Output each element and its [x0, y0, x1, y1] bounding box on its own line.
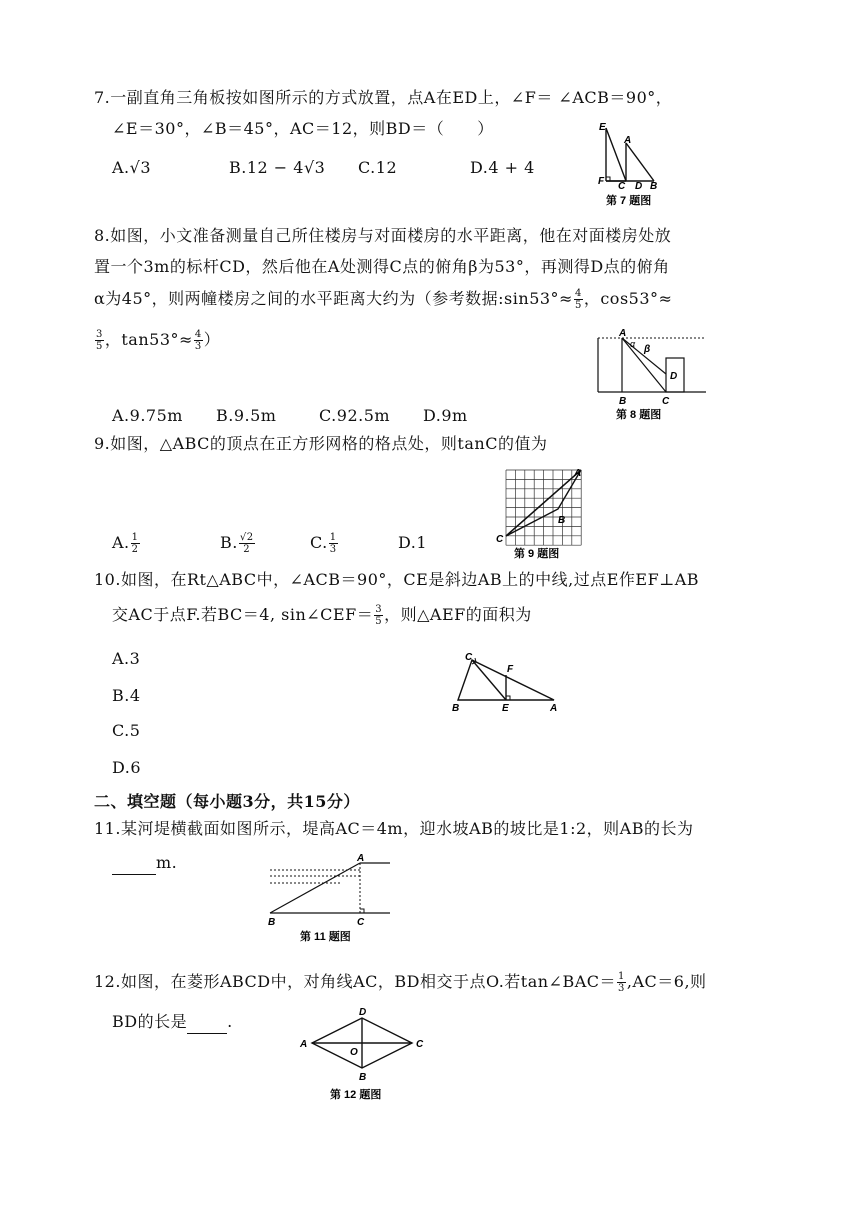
- q10-stem-line2: [112, 603, 532, 627]
- q8-frac-tan-num: 4: [194, 329, 202, 340]
- q7-option-c[interactable]: C.12: [358, 158, 398, 177]
- q8-label-a: A: [619, 328, 627, 339]
- q8-label-beta: β: [644, 344, 651, 355]
- q8-line3-text-a: α为45°，则两幢楼房之间的水平距离大约为（参考数据:sin53°≈: [94, 289, 573, 308]
- q8-stem-line3: [94, 287, 672, 311]
- q10-label-a: A: [550, 703, 558, 714]
- q10-frac: [374, 604, 383, 627]
- q12-label-b: B: [359, 1072, 367, 1083]
- q10-label-c: C: [465, 652, 473, 663]
- q9-option-d[interactable]: D.1: [398, 533, 428, 552]
- q10-figure: [448, 650, 562, 716]
- q8-label-alpha: α: [630, 339, 636, 349]
- q7-option-d[interactable]: D.4 + 4: [470, 158, 535, 177]
- q12-figure: [298, 1004, 432, 1104]
- q9-option-a[interactable]: [112, 531, 141, 555]
- q9-option-a-num: 1: [131, 532, 139, 543]
- q11-stem-line2: [112, 851, 177, 875]
- q7-label-a: A: [624, 135, 632, 146]
- q11-stem-line1: 11.某河堤横截面如图所示，堤高AC＝4m，迎水坡AB的坡比是1:2，则AB的长为: [94, 819, 694, 838]
- section2-title: 二、填空题（每小题3分，共15分）: [94, 792, 360, 811]
- q8-frac-sin-num: 4: [574, 288, 582, 299]
- q12-stem-line1: [94, 970, 707, 994]
- q7-line-ab: [626, 143, 654, 181]
- q9-label-c: C: [496, 534, 504, 545]
- q11-figure: [262, 853, 394, 946]
- q8-label-d: D: [670, 371, 678, 382]
- q9-option-c-num: 1: [329, 532, 337, 543]
- q10-label-e: E: [502, 703, 509, 714]
- q12-label-o: O: [350, 1047, 358, 1058]
- q10-line2-text-b: ，则△AEF的面积为: [384, 605, 532, 624]
- q9-stem-line1: 9.如图，△ABC的顶点在正方形网格的格点处，则tanC的值为: [94, 434, 548, 453]
- q12-stem-line2: [112, 1010, 233, 1034]
- q8-option-c[interactable]: C.92.5m: [319, 406, 391, 425]
- q8-label-c: C: [662, 396, 670, 407]
- q9-option-a-frac: [131, 532, 140, 555]
- q7-figure: [596, 118, 676, 210]
- q11-figure-caption: 第 11 题图: [300, 931, 351, 943]
- q12-line2-prefix: BD的长是: [112, 1012, 188, 1031]
- q8-figure: [594, 328, 710, 424]
- q9-figure: [494, 460, 594, 562]
- q9-option-a-prefix: A.: [112, 533, 130, 552]
- q11-label-b: B: [268, 917, 276, 928]
- q9-option-b[interactable]: [220, 531, 256, 555]
- q8-stem-line1: 8.如图，小文准备测量自己所住楼房与对面楼房的水平距离，他在对面楼房处放: [94, 226, 672, 245]
- q7-label-d: D: [635, 181, 643, 192]
- q8-frac-cos-num: 3: [96, 329, 103, 340]
- q8-frac-cos: [95, 329, 104, 352]
- q10-option-a[interactable]: A.3: [112, 649, 141, 668]
- q10-line2-text-a: 交AC于点F.若BC＝4, sin∠CEF＝: [112, 605, 374, 624]
- q9-option-b-frac: [239, 532, 255, 555]
- q9-option-b-den: 2: [243, 544, 251, 555]
- q9-option-c-prefix: C.: [310, 533, 328, 552]
- q8-line3-text-b: ，cos53°≈: [583, 289, 673, 308]
- q7-option-a[interactable]: [112, 156, 151, 180]
- q9-option-c[interactable]: [310, 531, 339, 555]
- q8-frac-sin: [574, 288, 583, 311]
- q12-frac: [617, 971, 626, 994]
- q7-stem-line1: 7.一副直角三角板按如图所示的方式放置，点A在ED上，∠F＝ ∠ACB＝90°，: [94, 88, 673, 107]
- q12-label-c: C: [416, 1039, 424, 1050]
- q8-line4-text-b: ）: [203, 330, 221, 349]
- q8-frac-tan-den: 3: [194, 341, 202, 352]
- q9-label-b: B: [558, 515, 566, 526]
- q11-answer-blank[interactable]: [112, 858, 156, 875]
- q8-figure-caption: 第 8 题图: [616, 409, 662, 421]
- q8-frac-cos-den: 5: [96, 341, 103, 352]
- q9-option-b-num: √2: [239, 532, 254, 543]
- q12-frac-den: 3: [618, 983, 625, 994]
- q7-option-b-math: 12 − 4√3: [246, 158, 326, 177]
- q9-label-a: A: [574, 468, 582, 479]
- q10-median-ce: [472, 660, 506, 700]
- q8-line4-text-a: ，tan53°≈: [104, 330, 193, 349]
- q11-label-a: A: [357, 853, 365, 864]
- q12-answer-blank[interactable]: [187, 1017, 227, 1034]
- q12-figure-caption: 第 12 题图: [330, 1089, 382, 1101]
- q7-option-a-math: √3: [129, 158, 152, 177]
- q9-figure-caption: 第 9 题图: [514, 548, 560, 560]
- q10-frac-num: 3: [375, 604, 383, 615]
- q12-label-a: A: [300, 1039, 308, 1050]
- q9-option-a-den: 2: [131, 544, 139, 555]
- q10-option-b[interactable]: B.4: [112, 686, 141, 705]
- q8-option-b[interactable]: B.9.5m: [216, 406, 277, 425]
- q9-grid: [506, 470, 581, 545]
- q7-line-ed: [606, 128, 626, 181]
- q12-label-d: D: [359, 1007, 367, 1018]
- q8-frac-tan: [194, 329, 203, 352]
- q8-option-d[interactable]: D.9m: [423, 406, 468, 425]
- q7-label-b: B: [650, 181, 658, 192]
- q7-label-f: F: [598, 176, 605, 187]
- q10-stem-line1: 10.如图，在Rt△ABC中，∠ACB＝90°，CE是斜边AB上的中线,过点E作EF⊥AB: [94, 570, 700, 589]
- q8-stem-line4: [94, 328, 220, 352]
- q7-figure-caption: 第 7 题图: [606, 195, 652, 207]
- q7-option-b-prefix: B.: [229, 158, 247, 177]
- q7-option-a-prefix: A.: [112, 158, 130, 177]
- q8-frac-sin-den: 5: [574, 300, 582, 311]
- q8-option-a[interactable]: A.9.75m: [112, 406, 183, 425]
- q11-unit: m.: [156, 853, 178, 872]
- q12-frac-num: 1: [618, 971, 625, 982]
- q7-label-c: C: [618, 181, 626, 192]
- q9-option-b-prefix: B.: [220, 533, 238, 552]
- q10-option-d[interactable]: D.6: [112, 758, 142, 777]
- q12-line2-suffix: .: [227, 1012, 233, 1031]
- q11-label-c: C: [357, 917, 365, 928]
- q7-label-e: E: [599, 122, 606, 133]
- q7-option-b[interactable]: [229, 156, 325, 180]
- q9-option-c-den: 3: [329, 544, 337, 555]
- q8-stem-line2: 置一个3m的标杆CD，然后他在A处测得C点的俯角β为53°，再测得D点的俯角: [94, 257, 670, 276]
- q10-frac-den: 5: [375, 616, 383, 627]
- q9-option-c-frac: [329, 532, 338, 555]
- q12-line1-text-b: ,AC＝6,则: [626, 972, 707, 991]
- q10-label-b: B: [452, 703, 460, 714]
- q10-option-c[interactable]: C.5: [112, 721, 141, 740]
- q7-stem-line2: ∠E＝30°，∠B＝45°，AC＝12，则BD＝（ ）: [112, 119, 494, 138]
- q12-line1-text-a: 12.如图，在菱形ABCD中，对角线AC，BD相交于点O.若tan∠BAC＝: [94, 972, 617, 991]
- q8-label-b: B: [619, 396, 627, 407]
- q10-label-f: F: [507, 664, 514, 675]
